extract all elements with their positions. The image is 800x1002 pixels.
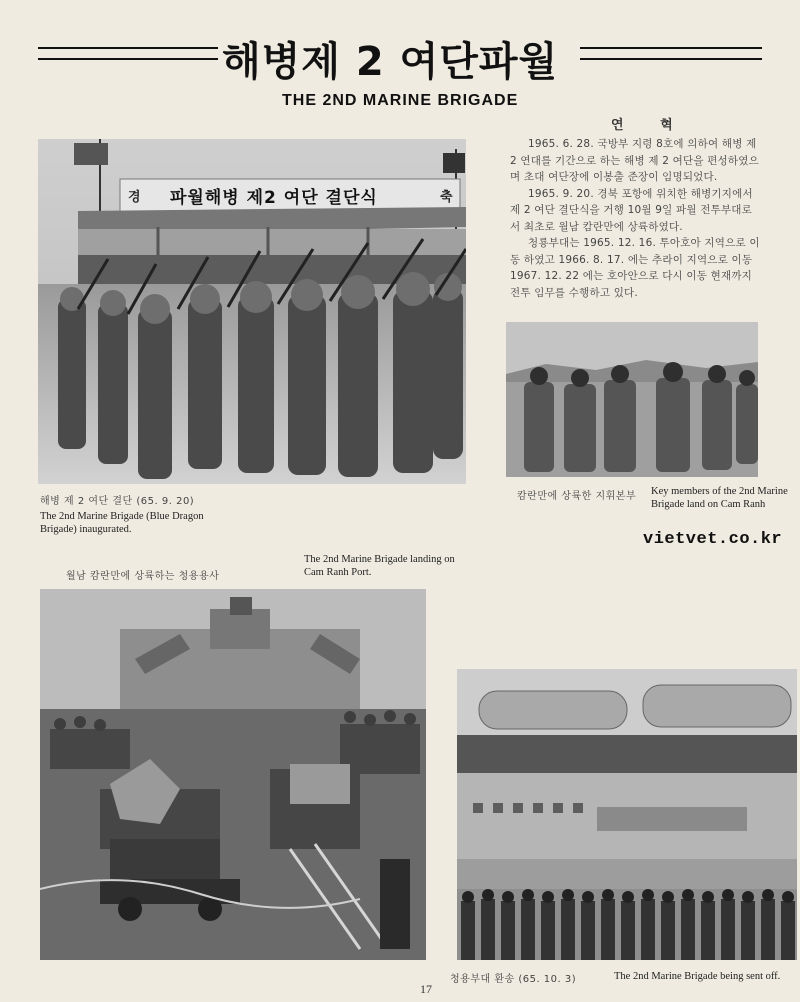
parade-banner-left: 경 bbox=[128, 190, 141, 205]
sendoff-caption-korean: 청용부대 환송 (65. 10. 3) bbox=[450, 974, 577, 985]
sendoff-photo bbox=[457, 669, 797, 960]
commanders-caption-english: Key members of the 2nd Marine Brigade land on Cam Ranh bbox=[651, 486, 788, 510]
history-paragraph: 1965. 6. 28. 국방부 지령 8호에 의하여 해병 제 2 연대를 기간으로 하는 해병 제 2 여단을 편성하였으며 초대 여단장에 이봉출 준장이 임명되었다. bbox=[510, 138, 759, 183]
history-body bbox=[510, 136, 762, 301]
parade-banner-right: 축 bbox=[440, 190, 453, 205]
title-rule-right bbox=[580, 47, 762, 60]
landing-photo bbox=[40, 589, 426, 960]
page-number: 17 bbox=[420, 982, 432, 996]
parade-banner-text: 파월해병 제2 여단 결단식 bbox=[170, 188, 378, 208]
parade-caption-korean: 해병 제 2 여단 결단 (65. 9. 20) bbox=[40, 496, 195, 507]
page-title-english: THE 2ND MARINE BRIGADE bbox=[282, 92, 519, 109]
history-paragraph: 1965. 9. 20. 경북 포항에 위치한 해병기지에서 제 2 여단 결단식을 거행 10월 9일 파월 전투부대로서 최초로 월남 캄란만에 상륙하였다. bbox=[510, 187, 753, 233]
page-title-korean: 해병제 2 여단파월 bbox=[222, 39, 559, 85]
parade-caption-english: The 2nd Marine Brigade (Blue Dragon Brigade) inaugurated. bbox=[40, 511, 204, 535]
commanders-caption-korean: 캄란만에 상륙한 지휘본부 bbox=[517, 491, 637, 502]
title-rule-left bbox=[38, 47, 218, 60]
landing-caption-korean: 월남 캄란만에 상륙하는 청용용사 bbox=[66, 571, 220, 582]
watermark: vietvet.co.kr bbox=[643, 530, 783, 549]
history-heading: 연 혁 bbox=[611, 118, 689, 133]
landing-caption-english: The 2nd Marine Brigade landing on Cam Ranh Port. bbox=[304, 554, 455, 578]
sendoff-caption-english: The 2nd Marine Brigade being sent off. bbox=[614, 971, 781, 982]
history-paragraph: 청룡부대는 1965. 12. 16. 투아호아 지역으로 이동 하였고 1966. 8. 17. 에는 추라이 지역으로 이동 1967. 12. 22 에는 호아안으로 다시 이동 현재까지 전투 임무를 수행하고 있다. bbox=[510, 237, 760, 299]
commanders-photo bbox=[506, 322, 758, 477]
